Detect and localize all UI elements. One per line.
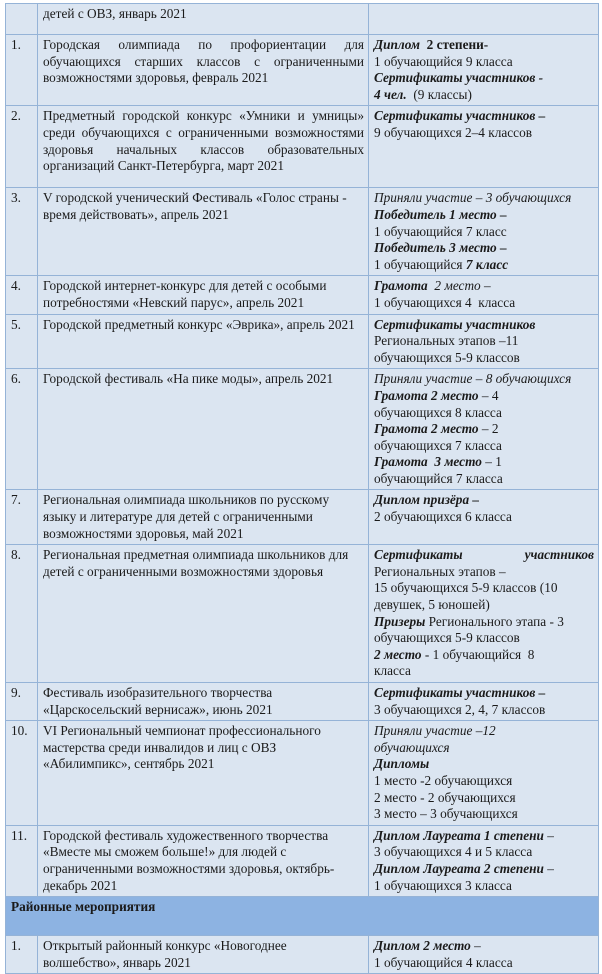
event-name: Фестиваль изобразительного творчества «Царскосельский вернисаж», июнь 2021 bbox=[38, 683, 369, 721]
result-text: 3 обучающихся 2, 4, 7 классов bbox=[374, 701, 546, 717]
result-text: Сертификаты участников bbox=[374, 316, 536, 332]
result-text: Диплом 2 место bbox=[374, 938, 471, 954]
table-row bbox=[6, 369, 599, 490]
result-text: девушек, 5 юношей) bbox=[374, 597, 490, 613]
result-text: 2 место bbox=[427, 278, 481, 294]
result-text: обучающихся bbox=[374, 739, 450, 755]
result-line bbox=[374, 207, 594, 224]
row-number bbox=[6, 4, 38, 35]
event-result bbox=[369, 545, 599, 683]
table-row bbox=[6, 276, 599, 314]
result-line bbox=[374, 773, 594, 790]
result-text: 3 место – 3 обучающихся bbox=[374, 806, 518, 822]
result-line bbox=[374, 421, 594, 438]
result-line bbox=[374, 844, 594, 861]
row-number: 9. bbox=[6, 683, 38, 721]
result-text: Грамота bbox=[374, 278, 428, 294]
result-line bbox=[374, 295, 594, 312]
result-text: 1 обучающийся 7 класс bbox=[374, 223, 507, 239]
result-text: Региональных этапов –11 bbox=[374, 333, 519, 349]
result-line bbox=[374, 333, 594, 350]
table-row bbox=[6, 721, 599, 826]
result-text: Приняли участие –12 bbox=[374, 723, 496, 739]
result-text: Приняли участие – 8 обучающихся bbox=[374, 371, 572, 387]
result-line bbox=[374, 878, 594, 895]
result-text: Сертификаты участников - bbox=[374, 70, 544, 86]
result-text: Региональных этапов – bbox=[374, 563, 506, 579]
event-name: Городской предметный конкурс «Эврика», апрель 2021 bbox=[38, 314, 369, 369]
result-line bbox=[374, 509, 594, 526]
result-text: обучающихся 5-9 классов bbox=[374, 630, 520, 646]
result-line bbox=[374, 388, 594, 405]
row-number: 10. bbox=[6, 721, 38, 826]
row-number: 7. bbox=[6, 490, 38, 545]
result-text: – bbox=[470, 938, 481, 954]
result-text: Призеры bbox=[374, 613, 426, 629]
result-line bbox=[374, 492, 594, 509]
result-line bbox=[374, 938, 594, 955]
result-line bbox=[374, 371, 594, 388]
result-line bbox=[374, 70, 594, 87]
result-text: Диплом призёра – bbox=[374, 492, 480, 508]
event-result bbox=[369, 721, 599, 826]
event-result bbox=[369, 276, 599, 314]
result-text: обучающийся 7 класса bbox=[374, 470, 503, 486]
table-row bbox=[6, 825, 599, 896]
table-row bbox=[6, 545, 599, 683]
result-text: – 4 bbox=[478, 387, 499, 403]
event-result bbox=[369, 490, 599, 545]
result-line bbox=[374, 663, 594, 680]
event-result bbox=[369, 35, 599, 106]
result-line bbox=[374, 278, 594, 295]
result-line bbox=[374, 955, 594, 972]
result-text: 1 обучающийся 9 класса bbox=[374, 53, 513, 69]
row-number: 1. bbox=[6, 936, 38, 974]
table-row bbox=[6, 4, 599, 35]
result-text: – 2 bbox=[478, 421, 499, 437]
result-text: 2 место - 2 обучающихся bbox=[374, 789, 516, 805]
result-line bbox=[374, 257, 594, 274]
event-name: Городской фестиваль художественного творчества «Вместе мы сможем больше!» для людей с ограниченными возможностями здоровья, октябрь-декабрь 2021 bbox=[38, 825, 369, 896]
row-number: 6. bbox=[6, 369, 38, 490]
table-row bbox=[6, 490, 599, 545]
result-text: Грамота 2 место bbox=[374, 421, 479, 437]
event-name: Региональная предметная олимпиада школьников для детей с ограниченными возможностями здоровья bbox=[38, 545, 369, 683]
result-text: 1 обучающийся 4 класса bbox=[374, 954, 513, 970]
result-text: Грамота 2 место bbox=[374, 387, 479, 403]
table-row bbox=[6, 683, 599, 721]
result-line bbox=[374, 317, 594, 334]
result-text: обучающихся 5-9 классов bbox=[374, 349, 520, 365]
result-text: Грамота 3 место bbox=[374, 454, 482, 470]
result-text: – 1 bbox=[481, 454, 502, 470]
result-text: Диплом Лауреата 1 степени bbox=[374, 827, 544, 843]
result-line bbox=[374, 828, 594, 845]
table-row bbox=[6, 106, 599, 188]
result-text: 3 обучающихся 4 и 5 класса bbox=[374, 844, 533, 860]
result-text: – bbox=[543, 860, 554, 876]
event-result bbox=[369, 106, 599, 188]
result-text: Дипломы bbox=[374, 756, 430, 772]
result-line bbox=[374, 125, 594, 142]
result-line bbox=[374, 702, 594, 719]
result-text: участников bbox=[524, 547, 594, 563]
event-name: Городской фестиваль «На пике моды», апрель 2021 bbox=[38, 369, 369, 490]
event-result bbox=[369, 936, 599, 974]
result-line bbox=[374, 806, 594, 823]
result-line bbox=[374, 740, 594, 757]
result-text: - 1 обучающийся 8 bbox=[421, 646, 535, 662]
row-number: 4. bbox=[6, 276, 38, 314]
result-line bbox=[374, 438, 594, 455]
result-line bbox=[374, 564, 594, 581]
result-text: – bbox=[543, 827, 554, 843]
result-text: Сертификаты участников – bbox=[374, 108, 546, 124]
result-text: 1 обучающийся bbox=[374, 256, 466, 272]
result-text: 1 обучающихся 4 класса bbox=[374, 294, 516, 310]
section-header-row bbox=[6, 897, 599, 936]
result-text: обучающихся 8 класса bbox=[374, 404, 502, 420]
event-result bbox=[369, 683, 599, 721]
result-text: 9 обучающихся 2–4 классов bbox=[374, 124, 533, 140]
result-line bbox=[374, 454, 594, 471]
result-line bbox=[374, 597, 594, 614]
result-line bbox=[374, 723, 594, 740]
result-line bbox=[374, 614, 594, 631]
table-row bbox=[6, 188, 599, 276]
table-row bbox=[6, 314, 599, 369]
result-text: Победитель 3 место – bbox=[374, 240, 507, 256]
result-line bbox=[374, 190, 594, 207]
result-text: Победитель 1 место – bbox=[374, 206, 507, 222]
result-line bbox=[374, 685, 594, 702]
result-text: 4 чел. bbox=[374, 86, 407, 102]
event-result bbox=[369, 314, 599, 369]
event-name: Предметный городской конкурс «Умники и умницы» среди обучающихся с ограниченными возможностями здоровья начальных классов образовательных организаций Санкт-Петербурга, март 2021 bbox=[38, 106, 369, 188]
row-number: 11. bbox=[6, 825, 38, 896]
event-name: VI Региональный чемпионат профессионального мастерства среди инвалидов и лиц с ОВЗ «Абилимпикс», сентябрь 2021 bbox=[38, 721, 369, 826]
result-line bbox=[374, 790, 594, 807]
result-line bbox=[374, 54, 594, 71]
result-text: Приняли участие – 3 обучающихся bbox=[374, 190, 572, 206]
result-line bbox=[374, 861, 594, 878]
row-number: 5. bbox=[6, 314, 38, 369]
result-line bbox=[374, 756, 594, 773]
result-text: Сертификаты участников – bbox=[374, 685, 546, 700]
result-line bbox=[374, 630, 594, 647]
result-text: – bbox=[480, 278, 491, 294]
result-text: 2 обучающихся 6 класса bbox=[374, 509, 512, 525]
result-line bbox=[374, 647, 594, 664]
result-text: 2 степени- bbox=[423, 37, 489, 52]
row-number: 3. bbox=[6, 188, 38, 276]
event-name: Открытый районный конкурс «Новогоднее волшебство», январь 2021 bbox=[38, 936, 369, 974]
event-result bbox=[369, 369, 599, 490]
row-number: 8. bbox=[6, 545, 38, 683]
result-line bbox=[374, 547, 594, 564]
result-text: класса bbox=[374, 663, 411, 679]
result-line bbox=[374, 37, 594, 54]
result-text: 15 обучающихся 5-9 классов (10 bbox=[374, 580, 558, 596]
result-line bbox=[374, 405, 594, 422]
table-row bbox=[6, 35, 599, 106]
result-line bbox=[374, 108, 594, 125]
result-text: Сертификаты bbox=[374, 547, 463, 563]
event-result bbox=[369, 825, 599, 896]
events-table-body bbox=[6, 4, 599, 974]
result-text: 1 место -2 обучающихся bbox=[374, 772, 513, 788]
section-title: Районные мероприятия bbox=[6, 897, 599, 936]
result-line bbox=[374, 224, 594, 241]
event-name: Городской интернет-конкурс для детей с особыми потребностями «Невский парус», апрель 2021 bbox=[38, 276, 369, 314]
result-text: обучающихся 7 класса bbox=[374, 437, 502, 453]
result-line bbox=[374, 240, 594, 257]
result-line bbox=[374, 350, 594, 367]
result-text: Регионального этапа - 3 bbox=[425, 613, 564, 629]
result-line bbox=[374, 87, 594, 104]
table-row bbox=[6, 936, 599, 974]
result-line bbox=[374, 580, 594, 597]
row-number: 1. bbox=[6, 35, 38, 106]
event-name: V городской ученический Фестиваль «Голос страны - время действовать», апрель 2021 bbox=[38, 188, 369, 276]
event-result bbox=[369, 188, 599, 276]
result-text: (9 классы) bbox=[406, 86, 472, 102]
event-name: детей с ОВЗ, январь 2021 bbox=[38, 4, 369, 35]
result-text: Диплом Лауреата 2 степени bbox=[374, 860, 544, 876]
event-result bbox=[369, 4, 599, 35]
row-number: 2. bbox=[6, 106, 38, 188]
event-name: Городская олимпиада по профориентации для обучающихся старших классов с ограниченными возможностями здоровья, февраль 2021 bbox=[38, 35, 369, 106]
result-line bbox=[374, 471, 594, 488]
result-text: 2 место bbox=[374, 646, 422, 662]
result-text: 1 обучающихся 3 класса bbox=[374, 877, 512, 893]
result-text: 7 класс bbox=[465, 256, 509, 272]
result-text: Диплом bbox=[374, 37, 424, 52]
events-table bbox=[5, 3, 599, 974]
event-name: Региональная олимпиада школьников по русскому языку и литературе для детей с ограниченными возможностями здоровья, май 2021 bbox=[38, 490, 369, 545]
